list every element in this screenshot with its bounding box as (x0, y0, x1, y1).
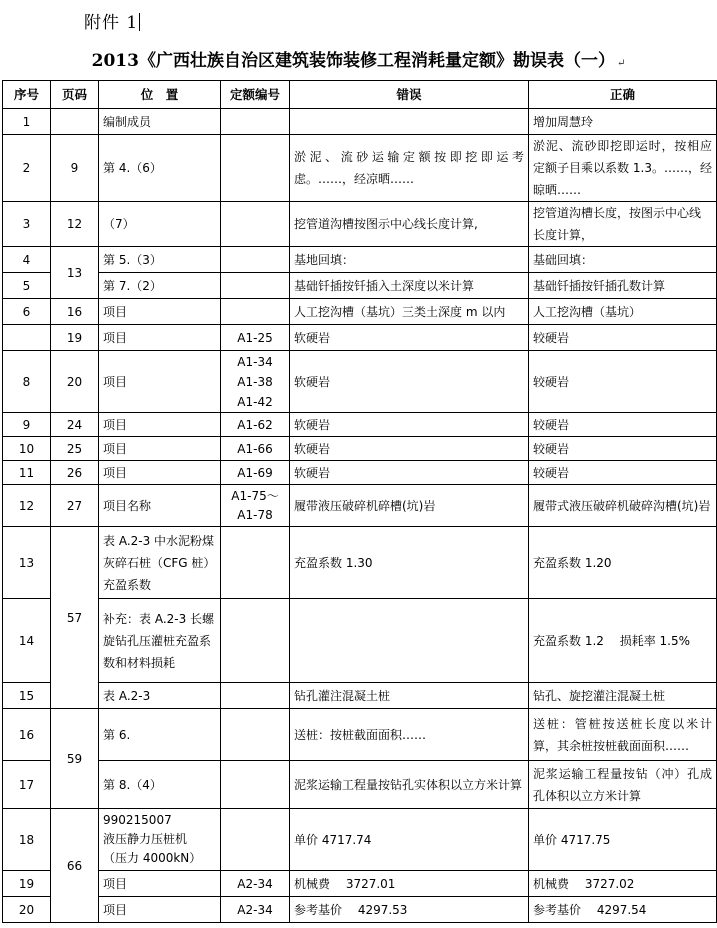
cell-position: 项目 (99, 871, 221, 897)
cell-page: 59 (51, 709, 99, 809)
cell-seq: 10 (3, 437, 51, 461)
cell-page: 27 (51, 485, 99, 527)
cell-error: 人工挖沟槽（基坑）三类土深度 m 以内 (290, 299, 529, 325)
code-line: A1-34 (237, 354, 273, 369)
cell-error: 基地回填： (290, 247, 529, 273)
cell-code (221, 109, 290, 135)
cell-code: A1-25 (221, 325, 290, 351)
cell-page: 13 (51, 247, 99, 299)
cell-seq: 13 (3, 527, 51, 599)
position-line: 990215007 (103, 813, 172, 827)
errata-table (2, 80, 717, 923)
table-row (3, 135, 717, 202)
attachment-label: 附件 1 (84, 13, 139, 33)
page-title: 2013《广西壮族自治区建筑装饰装修工程消耗量定额》勘误表（一） ↵ (91, 51, 626, 71)
table-row (3, 413, 717, 437)
cell-code (221, 761, 290, 809)
cell-code: A1-62 (221, 413, 290, 437)
header-error: 错误 (290, 81, 529, 109)
cell-seq: 8 (3, 351, 51, 413)
cell-position: 第 7.（2） (99, 273, 221, 299)
cell-code (221, 135, 290, 202)
table-row (3, 437, 717, 461)
table-row (3, 599, 717, 683)
cell-position: 项目 (99, 437, 221, 461)
cell-correct: 参考基价 4297.54 (529, 897, 717, 923)
cell-seq: 2 (3, 135, 51, 202)
cell-error (290, 599, 529, 683)
header-code: 定额编号 (221, 81, 290, 109)
cell-seq: 19 (3, 871, 51, 897)
table-row (3, 273, 717, 299)
cell-position: 项目 (99, 299, 221, 325)
cell-code: A1-69 (221, 461, 290, 485)
cell-position: 表 A.2-3 (99, 683, 221, 709)
cell-error: 参考基价 4297.53 (290, 897, 529, 923)
cell-correct: 泥浆运输工程量按钻（冲）孔成孔体积以立方米计算 (529, 761, 717, 809)
table-row (3, 109, 717, 135)
cell-page: 25 (51, 437, 99, 461)
cell-position: 第 4.（6） (99, 135, 221, 202)
cell-position (99, 809, 221, 871)
cell-seq: 17 (3, 761, 51, 809)
cell-seq: 12 (3, 485, 51, 527)
cell-correct: 基础钎插按钎插孔数计算 (529, 273, 717, 299)
cell-page: 20 (51, 351, 99, 413)
cell-seq: 15 (3, 683, 51, 709)
cell-seq: 5 (3, 273, 51, 299)
cell-seq (3, 325, 51, 351)
cell-correct: 充盈系数 1.20 (529, 527, 717, 599)
cell-seq: 1 (3, 109, 51, 135)
cell-correct: 较硬岩 (529, 413, 717, 437)
cell-error: 淤泥、流砂运输定额按即挖即运考虑。……，经凉晒…… (290, 135, 529, 202)
cell-correct: 挖管道沟槽长度，按图示中心线长度计算， (529, 202, 717, 247)
cell-error: 单价 4717.74 (290, 809, 529, 871)
cell-position: 项目 (99, 897, 221, 923)
table-row (3, 299, 717, 325)
table-row (3, 247, 717, 273)
cell-position: 项目 (99, 351, 221, 413)
cell-correct: 增加周慧玲 (529, 109, 717, 135)
table-row (3, 527, 717, 599)
cell-error: 软硬岩 (290, 461, 529, 485)
header-correct: 正确 (529, 81, 717, 109)
cell-position: 项目 (99, 413, 221, 437)
cell-seq: 11 (3, 461, 51, 485)
cell-seq: 3 (3, 202, 51, 247)
table-row (3, 897, 717, 923)
cell-error: 挖管道沟槽按图示中心线长度计算, (290, 202, 529, 247)
cell-page: 24 (51, 413, 99, 437)
cell-code (221, 683, 290, 709)
table-row (3, 351, 717, 413)
cell-seq: 16 (3, 709, 51, 761)
position-line: （压力 4000kN） (103, 851, 202, 865)
cell-error: 送桩：按桩截面面积…… (290, 709, 529, 761)
code-line: A1-38 (237, 374, 273, 389)
cell-code (221, 273, 290, 299)
cell-correct: 较硬岩 (529, 461, 717, 485)
cell-error: 软硬岩 (290, 351, 529, 413)
cell-seq: 18 (3, 809, 51, 871)
cell-position: （7） (99, 202, 221, 247)
cell-position: 第 8.（4） (99, 761, 221, 809)
cell-position: 第 5.（3） (99, 247, 221, 273)
header-page: 页码 (51, 81, 99, 109)
cell-code (221, 485, 290, 527)
cell-seq: 4 (3, 247, 51, 273)
table-row (3, 871, 717, 897)
cell-page: 16 (51, 299, 99, 325)
table-row (3, 709, 717, 761)
cell-error: 履带液压破碎机碎槽(坑)岩 (290, 485, 529, 527)
table-row (3, 461, 717, 485)
cell-correct: 基础回填： (529, 247, 717, 273)
cell-code: A1-66 (221, 437, 290, 461)
cell-seq: 20 (3, 897, 51, 923)
cell-page: 9 (51, 135, 99, 202)
cell-code: A2-34 (221, 871, 290, 897)
cell-seq: 6 (3, 299, 51, 325)
cell-page: 12 (51, 202, 99, 247)
cell-code (221, 599, 290, 683)
cell-error: 钻孔灌注混凝土桩 (290, 683, 529, 709)
cell-seq: 9 (3, 413, 51, 437)
cell-page: 66 (51, 809, 99, 923)
cell-page: 19 (51, 325, 99, 351)
cell-code (221, 527, 290, 599)
cell-correct: 钻孔、旋挖灌注混凝土桩 (529, 683, 717, 709)
cell-position: 补充：表 A.2-3 长螺旋钻孔压灌桩充盈系数和材料损耗 (99, 599, 221, 683)
cell-seq: 14 (3, 599, 51, 683)
cell-correct: 较硬岩 (529, 325, 717, 351)
cell-correct: 人工挖沟槽（基坑） (529, 299, 717, 325)
cell-code (221, 351, 290, 413)
cell-position: 编制成员 (99, 109, 221, 135)
cell-correct: 机械费 3727.02 (529, 871, 717, 897)
cell-error: 软硬岩 (290, 325, 529, 351)
cell-error: 机械费 3727.01 (290, 871, 529, 897)
paragraph-mark-icon: ↵ (616, 58, 626, 69)
cell-code (221, 709, 290, 761)
cell-error: 软硬岩 (290, 413, 529, 437)
code-line: A1-78 (237, 507, 273, 522)
cell-page (51, 109, 99, 135)
position-line: 液压静力压桩机 (103, 832, 188, 846)
table-row (3, 485, 717, 527)
cell-page: 26 (51, 461, 99, 485)
table-row (3, 202, 717, 247)
cell-code (221, 202, 290, 247)
cell-error: 基础钎插按钎插入土深度以米计算 (290, 273, 529, 299)
cell-code (221, 809, 290, 871)
code-line: A1-42 (237, 394, 273, 409)
cell-error: 充盈系数 1.30 (290, 527, 529, 599)
table-row (3, 683, 717, 709)
cell-page: 57 (51, 527, 99, 709)
cell-position: 项目 (99, 325, 221, 351)
cell-position: 第 6. (99, 709, 221, 761)
cell-position: 项目 (99, 461, 221, 485)
cell-correct: 充盈系数 1.2 损耗率 1.5% (529, 599, 717, 683)
text-cursor (139, 13, 140, 31)
cell-correct: 较硬岩 (529, 351, 717, 413)
table-row (3, 809, 717, 871)
table-row (3, 761, 717, 809)
cell-correct: 送桩：管桩按送桩长度以米计算，其余桩按桩截面面积…… (529, 709, 717, 761)
table-header-row (3, 81, 717, 109)
header-seq: 序号 (3, 81, 51, 109)
cell-error: 泥浆运输工程量按钻孔实体积以立方米计算 (290, 761, 529, 809)
cell-correct: 较硬岩 (529, 437, 717, 461)
cell-correct: 淤泥、流砂即挖即运时，按相应定额子目乘以系数 1.3。……，经晾晒…… (529, 135, 717, 202)
cell-code (221, 247, 290, 273)
table-row (3, 325, 717, 351)
cell-correct: 履带式液压破碎机破碎沟槽(坑)岩 (529, 485, 717, 527)
cell-position: 表 A.2-3 中水泥粉煤灰碎石桩（CFG 桩）充盈系数 (99, 527, 221, 599)
header-position: 位 置 (99, 81, 221, 109)
cell-position: 项目名称 (99, 485, 221, 527)
cell-correct: 单价 4717.75 (529, 809, 717, 871)
cell-code: A2-34 (221, 897, 290, 923)
code-line: A1-75～ (231, 488, 279, 503)
cell-error: 软硬岩 (290, 437, 529, 461)
cell-code (221, 299, 290, 325)
cell-error (290, 109, 529, 135)
